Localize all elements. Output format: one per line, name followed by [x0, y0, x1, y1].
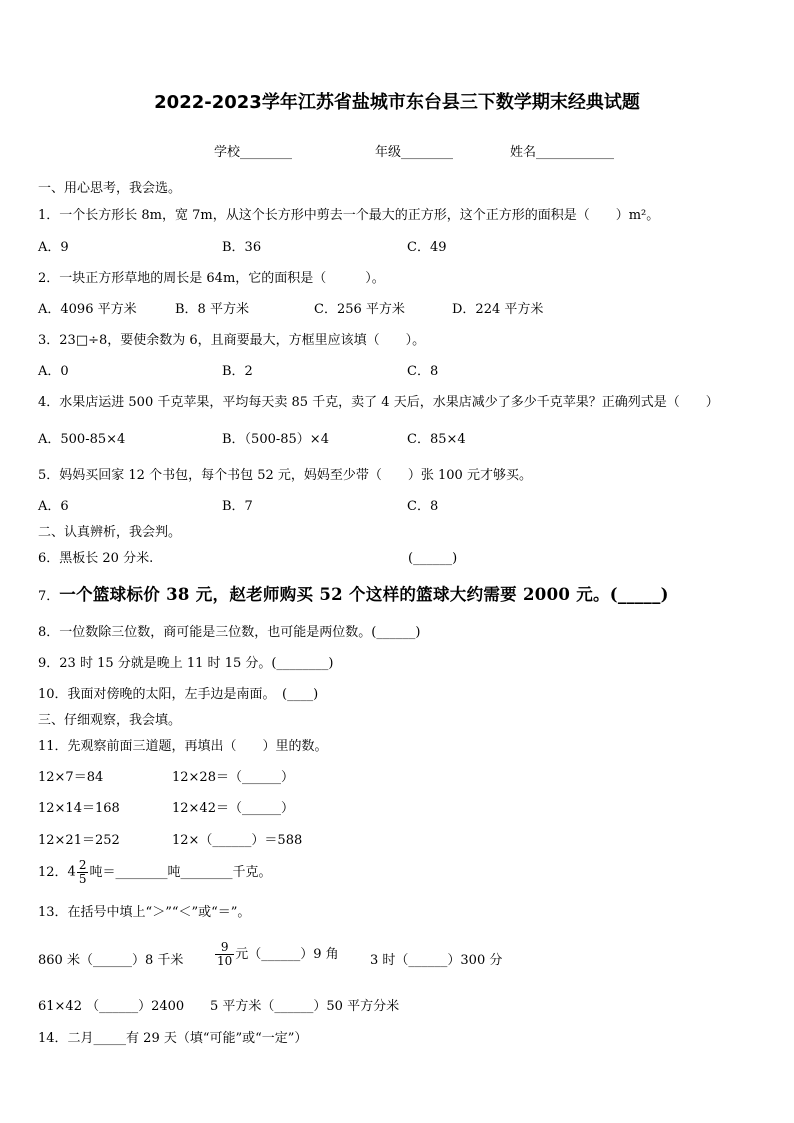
question-6: 6．黑板长 20 分米. — [38, 551, 154, 566]
q13-fraction — [215, 941, 234, 968]
question-3: 3．23□÷8，要使余数为 6，且商要最大，方框里应该填（ ）。 — [38, 333, 426, 348]
q3-option-b: B．2 — [222, 364, 253, 379]
section-3-heading: 三、仔细观察，我会填。 — [38, 713, 182, 728]
question-13: 13．在括号中填上“＞”“＜”或“＝”。 — [38, 905, 251, 920]
q7-number: 7． — [38, 589, 60, 604]
question-14: 14．二月_____有 29 天（填“可能”或“一定”） — [38, 1031, 308, 1046]
q11-blank-3: 12×（______）＝588 — [172, 833, 303, 848]
q13-item-e: 5 平方米（______）50 平方分米 — [210, 999, 400, 1014]
q1-option-a: A．9 — [38, 240, 69, 255]
q3-option-a: A．0 — [38, 364, 69, 379]
question-7 — [38, 586, 669, 606]
q13-item-b-text: 元（______）9 角 — [235, 947, 339, 962]
q12-text: 吨＝________吨________千克。 — [89, 865, 272, 880]
page-title: 2022-2023学年江苏省盐城市东台县三下数学期末经典试题 — [154, 92, 640, 113]
q13-item-b — [214, 941, 339, 968]
q6-answer-blank: (______) — [408, 551, 458, 566]
question-1: 1．一个长方形长 8m，宽 7m，从这个长方形中剪去一个最大的正方形，这个正方形的面积是（ ）m²。 — [38, 208, 660, 223]
q1-option-c: C．49 — [407, 240, 447, 255]
name-field: 姓名____________ — [510, 145, 615, 160]
section-1-heading: 一、用心思考，我会选。 — [38, 181, 182, 196]
question-10: 10．我面对傍晚的太阳，左手边是南面。 (____) — [38, 687, 319, 702]
q12-fraction-denominator: 5 — [78, 872, 87, 886]
q4-option-b: B．（500-85）×4 — [222, 432, 329, 447]
question-9: 9．23 时 15 分就是晚上 11 时 15 分。(________) — [38, 656, 334, 671]
question-11: 11．先观察前面三道题，再填出（ ）里的数。 — [38, 739, 328, 754]
q13-fraction-denominator: 10 — [217, 954, 233, 968]
q5-option-a: A．6 — [38, 499, 69, 514]
q13-item-c: 3 时（______）300 分 — [370, 953, 503, 968]
q4-option-a: A．500-85×4 — [38, 432, 126, 447]
q13-item-a: 860 米（______）8 千米 — [38, 953, 184, 968]
q11-blank-2: 12×42＝（______） — [172, 801, 294, 816]
q2-option-a: A．4096 平方米 — [38, 302, 137, 317]
section-2-heading: 二、认真辨析，我会判。 — [38, 525, 182, 540]
question-2: 2．一块正方形草地的周长是 64m，它的面积是（ ）。 — [38, 271, 385, 286]
question-12 — [38, 859, 271, 886]
school-field: 学校________ — [214, 145, 293, 160]
q2-option-b: B．8 平方米 — [175, 302, 249, 317]
q12-whole: 4 — [67, 864, 76, 880]
q2-option-d: D．224 平方米 — [452, 302, 544, 317]
q5-option-c: C．8 — [407, 499, 439, 514]
q12-fraction — [77, 859, 89, 886]
q11-example-1: 12×7＝84 — [38, 770, 104, 785]
q11-blank-1: 12×28＝（______） — [172, 770, 294, 785]
question-8: 8．一位数除三位数，商可能是三位数，也可能是两位数。(______) — [38, 625, 421, 640]
q11-example-2: 12×14＝168 — [38, 801, 120, 816]
q3-option-c: C．8 — [407, 364, 439, 379]
q13-fraction-numerator: 9 — [215, 941, 234, 955]
q12-number: 12． — [38, 865, 68, 880]
q13-item-d: 61×42 （______）2400 — [38, 999, 185, 1014]
question-5: 5．妈妈买回家 12 个书包，每个书包 52 元，妈妈至少带（ ）张 100 元才够买。 — [38, 468, 532, 483]
q11-example-3: 12×21＝252 — [38, 833, 120, 848]
question-4: 4．水果店运进 500 千克苹果，平均每天卖 85 千克，卖了 4 天后，水果店减少了多少千克苹果？正确列式是（ ） — [38, 395, 719, 410]
q12-fraction-numerator: 2 — [78, 858, 87, 872]
grade-field: 年级________ — [375, 145, 454, 160]
q1-option-b: B．36 — [222, 240, 262, 255]
q7-text: 一个篮球标价 38 元，赵老师购买 52 个这样的篮球大约需要 2000 元。(_____) — [59, 585, 669, 604]
q2-option-c: C．256 平方米 — [314, 302, 405, 317]
q5-option-b: B．7 — [222, 499, 253, 514]
q4-option-c: C．85×4 — [407, 432, 466, 447]
